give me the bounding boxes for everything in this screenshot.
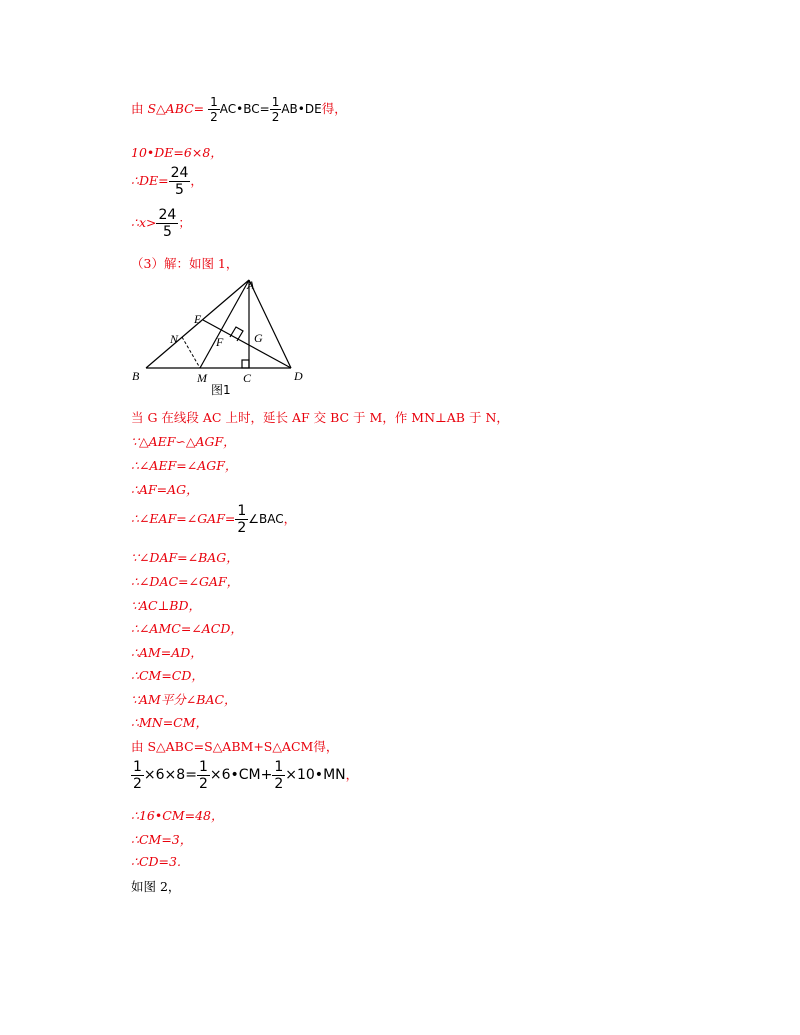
text-de: 得， xyxy=(321,101,347,116)
fraction-half xyxy=(208,96,220,123)
line-2: 10•DE=6×8， xyxy=(131,145,223,160)
line-4 xyxy=(131,208,191,239)
line-3 xyxy=(131,166,203,197)
numerator: 24 xyxy=(170,165,189,181)
label-f: F xyxy=(216,335,224,349)
dashed-mn xyxy=(182,337,200,368)
label-n: N xyxy=(170,332,179,346)
numerator: 1 xyxy=(274,759,284,775)
fraction-24-5 xyxy=(156,208,178,239)
figure-caption: 图1 xyxy=(211,383,231,397)
segment-ad xyxy=(249,280,291,368)
line-9: ∴AF=AG， xyxy=(131,482,199,497)
numerator: 1 xyxy=(237,503,247,519)
line-13: ∵AC⊥BD， xyxy=(131,598,202,613)
line-20 xyxy=(131,760,358,791)
line-11: ∵∠DAF=∠BAG， xyxy=(131,550,239,565)
numerator: 24 xyxy=(158,207,177,223)
line-24: 如图 2， xyxy=(131,879,181,894)
line-12: ∴∠DAC=∠GAF， xyxy=(131,574,240,589)
punct: ； xyxy=(178,215,191,230)
line-22: ∴CM=3， xyxy=(131,832,193,847)
denominator: 2 xyxy=(271,110,280,124)
segment-am xyxy=(200,280,249,368)
line-19: 由 S△ABC=S△ABM+S△ACM得， xyxy=(131,739,339,754)
numerator: 1 xyxy=(210,95,218,109)
label-e: E xyxy=(194,312,202,326)
formula-part: ×6×8= xyxy=(143,767,197,783)
text: ∴∠EAF=∠GAF= xyxy=(131,511,236,526)
fraction-24-5 xyxy=(169,166,191,197)
geometry-figure-1 xyxy=(126,276,326,406)
line-6: 当 G 在线段 AC 上时，延长 AF 交 BC 于 M，作 MN⊥AB 于 N， xyxy=(131,410,509,425)
right-angle-mark-c xyxy=(242,360,249,368)
fraction-half xyxy=(272,760,285,791)
fraction-half xyxy=(197,760,210,791)
numerator: 1 xyxy=(198,759,208,775)
formula-ac-bc: AC•BC= xyxy=(219,102,270,116)
denominator: 2 xyxy=(274,776,284,792)
label-d: D xyxy=(294,369,303,383)
line-21: ∴16•CM=48， xyxy=(131,808,224,823)
text: ∴x> xyxy=(131,215,157,230)
denominator: 5 xyxy=(162,224,172,240)
denominator: 2 xyxy=(133,776,142,792)
area-symbol: S△ABC xyxy=(147,101,194,116)
line-15: ∴AM=AD， xyxy=(131,645,203,660)
line-10 xyxy=(131,504,296,535)
fraction-half xyxy=(270,96,282,123)
line-5: （3）解：如图 1， xyxy=(131,256,239,271)
numerator: 1 xyxy=(133,759,142,775)
line-17: ∵AM平分∠BAC， xyxy=(131,692,237,707)
punct: ， xyxy=(345,767,359,782)
denominator: 2 xyxy=(210,110,218,124)
line-14: ∴∠AMC=∠ACD， xyxy=(131,621,243,636)
label-b: B xyxy=(132,369,140,383)
text-you: 由 xyxy=(131,101,148,116)
label-a: A xyxy=(247,278,255,292)
fraction-half xyxy=(235,504,248,535)
equals: = xyxy=(193,101,205,116)
formula-part: ×10•MN xyxy=(285,767,346,783)
line-8: ∴∠AEF=∠AGF， xyxy=(131,458,238,473)
line-18: ∴MN=CM， xyxy=(131,715,209,730)
numerator: 1 xyxy=(271,95,280,109)
line-7: ∵△AEF∽△AGF， xyxy=(131,434,236,449)
fraction-half xyxy=(131,760,144,791)
angle-bac: ∠BAC xyxy=(248,512,284,526)
denominator: 2 xyxy=(198,776,208,792)
text: ∴DE= xyxy=(131,173,169,188)
line-1 xyxy=(131,96,347,123)
denominator: 2 xyxy=(237,520,247,536)
line-16: ∴CM=CD， xyxy=(131,668,204,683)
punct: ， xyxy=(283,511,297,526)
denominator: 5 xyxy=(175,182,184,198)
punct: ， xyxy=(190,173,203,188)
label-g: G xyxy=(254,331,263,345)
label-m: M xyxy=(197,371,207,385)
line-23: ∴CD=3. xyxy=(131,854,181,869)
label-c: C xyxy=(243,371,252,385)
formula-part: ×6•CM+ xyxy=(209,767,273,783)
formula-ab-de: AB•DE xyxy=(281,102,322,116)
